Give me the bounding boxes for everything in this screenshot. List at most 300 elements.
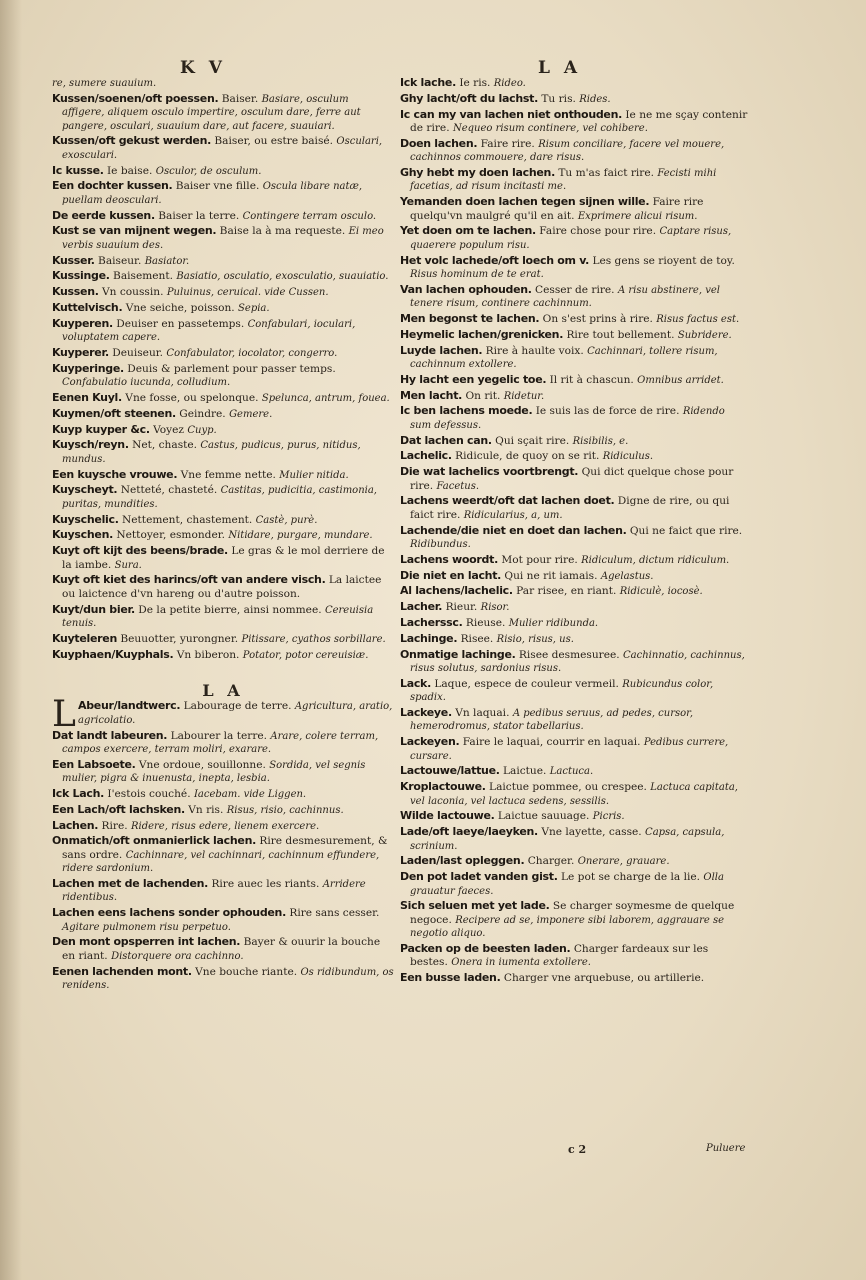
headword: Het volc lachede/oft loech om v. <box>400 253 590 267</box>
dictionary-entry <box>400 809 748 823</box>
french-gloss: Vn biberon. <box>176 648 240 661</box>
french-gloss: Par risee, en riant. <box>516 585 617 598</box>
dictionary-entry <box>52 209 394 223</box>
section-heading-la: L A <box>202 681 244 700</box>
headword: Kuyt oft kijt des beens/brade. <box>52 544 228 558</box>
dictionary-entry <box>400 312 748 326</box>
dictionary-entry <box>400 780 748 808</box>
headword: De eerde kussen. <box>52 208 155 222</box>
dictionary-entry <box>52 92 394 133</box>
headword: Lachen met de lachenden. <box>52 877 209 891</box>
french-gloss: Faire rire quelqu'vn maulgré qu'il en ait. <box>410 196 704 222</box>
dictionary-entry <box>52 317 394 345</box>
french-gloss: Faire rire. <box>480 137 535 150</box>
french-gloss: Faire le laquai, courrir en laquai. <box>462 736 641 749</box>
latin-gloss: Confabulator, iocolator, congerro. <box>166 348 338 359</box>
section-entries <box>52 729 394 993</box>
latin-gloss: Risor. <box>480 602 510 614</box>
latin-gloss: Ridendo sum defessus. <box>410 406 725 431</box>
headword: Lactouwe/lattue. <box>400 764 500 778</box>
latin-gloss: Lactuca. <box>549 766 594 778</box>
dictionary-entry <box>52 407 394 421</box>
french-gloss: Ie suis las de force de rire. <box>535 405 680 418</box>
french-gloss: Baisement. <box>113 270 174 283</box>
latin-gloss: Risibilis, e. <box>572 435 629 447</box>
dictionary-entry <box>52 346 394 360</box>
headword: Hy lacht een yegelic toe. <box>400 372 547 386</box>
french-gloss: Bayer & ouurir la bouche en riant. <box>62 936 381 962</box>
dictionary-entry <box>52 758 394 786</box>
dictionary-entry <box>52 513 394 527</box>
headword: Ick Lach. <box>52 787 105 801</box>
latin-gloss: Onera in iumenta extollere. <box>451 957 591 969</box>
dictionary-entry <box>52 544 394 572</box>
latin-gloss: Pedibus currere, cursare. <box>410 737 729 762</box>
french-gloss: Voyez <box>153 423 185 436</box>
dictionary-entry <box>52 224 394 252</box>
latin-gloss: Subridere. <box>677 329 732 341</box>
french-gloss: Vne femme nette. <box>180 468 276 481</box>
french-gloss: Laictue sauuage. <box>497 810 590 823</box>
latin-gloss: Capsa, capsula, scrinium. <box>410 827 725 852</box>
dictionary-entry <box>52 965 394 993</box>
headword: Lachen. <box>52 818 99 832</box>
dictionary-entry <box>52 603 394 631</box>
dictionary-entry <box>52 164 394 178</box>
french-gloss: Se charger soymesme de quelque negoce. <box>410 900 735 926</box>
latin-gloss: Recipere ad se, imponere sibi laborem, aggrauare se negotio aliquo. <box>410 914 724 940</box>
latin-gloss: Ridicularius, a, um. <box>463 509 563 521</box>
latin-gloss: Ridere, risus edere, lienem exercere. <box>130 820 320 832</box>
french-gloss: I'estois couché. <box>107 788 191 801</box>
dictionary-entry <box>400 195 748 223</box>
french-gloss: Nettoyer, esmonder. <box>116 529 225 542</box>
headword: Al lachens/lachelic. <box>400 584 513 598</box>
french-gloss: Vne fosse, ou spelonque. <box>125 392 259 404</box>
french-gloss: Netteté, chasteté. <box>120 484 218 497</box>
french-gloss: Risee. <box>460 632 494 645</box>
french-gloss: Deuis & parlement pour passer temps. <box>127 362 336 375</box>
french-gloss: Il rit à chascun. <box>549 373 634 386</box>
french-gloss: Qui ne faict que rire. <box>629 524 743 537</box>
signature-mark: c 2 <box>568 1143 587 1156</box>
french-gloss: Les gens se rioyent de toy. <box>592 254 735 267</box>
latin-gloss: Mulier nitida. <box>279 469 349 481</box>
latin-gloss: Osculari, exosculari. <box>62 136 383 161</box>
french-gloss: Laictue pommee, ou crespee. <box>489 781 647 794</box>
dictionary-entry <box>400 553 748 567</box>
headword: Wilde lactouwe. <box>400 809 495 823</box>
latin-gloss: Pitissare, cyathos sorbillare. <box>241 633 386 645</box>
headword: Kusser. <box>52 253 95 267</box>
latin-gloss: Cuyp. <box>187 424 217 436</box>
french-gloss: Charger fardeaux sur les bestes. <box>410 943 709 969</box>
dictionary-entry <box>52 134 394 162</box>
dictionary-entry <box>400 434 748 448</box>
headword: Luyde lachen. <box>400 343 483 357</box>
headword: Ic ben lachens moede. <box>400 404 533 418</box>
french-gloss: Ridicule, de quoy on se rit. <box>455 450 600 463</box>
latin-gloss: Cachinnare, vel cachinnari, cachinnum effundere, ridere sardonium. <box>62 849 380 875</box>
dictionary-entry <box>400 600 748 614</box>
french-gloss: Le gras & le mol derriere de la iambe. <box>62 545 385 571</box>
french-gloss: Rire sans cesser. <box>289 907 380 920</box>
dictionary-entry <box>400 764 748 778</box>
latin-gloss: Oscula libare natæ, puellam deosculari. <box>62 181 363 206</box>
headword: Ghy lacht/oft du lachst. <box>400 91 538 105</box>
headword: Lackeyen. <box>400 735 460 749</box>
dictionary-entry <box>400 942 748 970</box>
latin-gloss: A risu abstinere, vel tenere risum, continere cachinnum. <box>410 284 720 310</box>
french-gloss: Deuiseur. <box>112 347 164 359</box>
headword: Onmatige lachinge. <box>400 647 516 661</box>
headword: Abeur/landtwerc. <box>78 699 181 713</box>
french-gloss: Qui dict quelque chose pour rire. <box>410 466 734 492</box>
latin-gloss: Olla grauatur faeces. <box>410 872 724 897</box>
headword: Een dochter kussen. <box>52 179 173 193</box>
french-gloss: Labourer la terre. <box>170 729 268 742</box>
latin-gloss: Exprimere alicui risum. <box>577 210 698 222</box>
french-gloss: Faire chose pour rire. <box>539 225 657 238</box>
latin-gloss: Sordida, vel segnis mulier, pigra & inuenusta, inepta, lesbia. <box>62 759 366 785</box>
dictionary-entry <box>400 616 748 630</box>
headword: Heymelic lachen/grenicken. <box>400 327 564 341</box>
latin-gloss: Potator, potor cereuisiæ. <box>242 649 369 661</box>
headword: Den mont opsperren int lachen. <box>52 935 241 949</box>
french-gloss: Vn coussin. <box>102 286 164 299</box>
french-gloss: Rieur. <box>445 601 478 614</box>
french-gloss: Rire auec les riants. <box>211 878 320 891</box>
french-gloss: Baiser la terre. <box>158 209 240 222</box>
latin-gloss: Basiator. <box>144 255 190 267</box>
headword: Lachelic. <box>400 449 452 463</box>
french-gloss: Vne layette, casse. <box>541 826 642 839</box>
french-gloss: Ie ris. <box>459 77 491 89</box>
latin-gloss: A pedibus seruus, ad pedes, cursor, hemerodromus, stator tabellarius. <box>410 708 694 733</box>
french-gloss: Vne bouche riante. <box>195 965 298 978</box>
latin-gloss: Puluinus, ceruical. vide Cussen. <box>166 287 329 299</box>
latin-gloss: Picris. <box>592 811 625 823</box>
headword: Kussinge. <box>52 269 110 283</box>
latin-gloss: Rideo. <box>493 78 526 89</box>
latin-gloss: Gemere. <box>229 408 273 420</box>
dictionary-entry <box>52 483 394 511</box>
latin-gloss: Arare, colere terram, campos exercere, terram moliri, exarare. <box>62 730 379 756</box>
french-gloss: Nettement, chastement. <box>122 513 253 526</box>
dictionary-entry <box>400 899 748 940</box>
french-gloss: Baiseur. <box>98 254 142 267</box>
headword: Sich seluen met yet lade. <box>400 899 550 913</box>
dictionary-entry <box>400 648 748 676</box>
dictionary-entry <box>52 632 394 646</box>
french-gloss: Cesser de rire. <box>535 283 615 296</box>
headword: Ick lache. <box>400 76 456 89</box>
french-gloss: Rire desmesurement, & sans ordre. <box>62 835 388 861</box>
dictionary-entry <box>400 524 748 552</box>
dictionary-entry <box>400 254 748 282</box>
headword: Kuyperen. <box>52 316 113 330</box>
french-gloss: Rire. <box>101 819 128 832</box>
dictionary-entry <box>400 870 748 898</box>
french-gloss: On rit. <box>465 389 501 402</box>
french-gloss: Deuiser en passetemps. <box>116 317 245 330</box>
headword: Kuyphaen/Kuyphals. <box>52 647 174 661</box>
french-gloss: Vne seiche, poisson. <box>125 302 235 314</box>
french-gloss: Rire à haulte voix. <box>485 344 584 357</box>
latin-gloss: Nitidare, purgare, mundare. <box>228 530 373 542</box>
dictionary-entry <box>400 584 748 598</box>
headword: Kussen/soenen/oft poessen. <box>52 91 219 105</box>
latin-gloss: Fecisti mihi facetias, ad risum incitasti me. <box>410 168 717 193</box>
latin-gloss: Arridere ridentibus. <box>62 879 366 904</box>
drop-cap: L <box>52 694 76 736</box>
dictionary-entry <box>52 438 394 466</box>
french-gloss: On s'est prins à rire. <box>542 313 653 326</box>
dictionary-entry <box>400 92 748 106</box>
headword: Men lacht. <box>400 388 463 402</box>
dictionary-entry <box>52 803 394 817</box>
headword: Kuyt/dun bier. <box>52 602 135 616</box>
french-gloss: Net, chaste. <box>132 439 198 452</box>
latin-gloss: Rubicundus color, spadix. <box>410 678 714 704</box>
headword: Dat landt labeuren. <box>52 728 168 742</box>
dictionary-entry <box>52 179 394 207</box>
latin-gloss: Castitas, pudicitia, castimonia, puritas, mundities. <box>62 485 377 510</box>
latin-gloss: Castè, purè. <box>255 514 318 526</box>
french-gloss: Laque, espece de couleur vermeil. <box>434 677 619 690</box>
dictionary-entry <box>400 404 748 432</box>
headword: Kuttelvisch. <box>52 301 123 314</box>
headword: Lachinge. <box>400 631 458 645</box>
dictionary-entry <box>52 269 394 283</box>
latin-gloss: Cereuisia tenuis. <box>62 604 374 629</box>
french-gloss: Vn ris. <box>188 803 224 816</box>
headword: Kuyschelic. <box>52 512 119 526</box>
french-gloss: Rire tout bellement. <box>566 328 675 341</box>
dictionary-entry <box>52 285 394 299</box>
headword: Ic can my van lachen niet onthouden. <box>400 107 622 121</box>
french-gloss: Le pot se charge de la lie. <box>561 871 701 884</box>
french-gloss: Laictue. <box>503 765 547 778</box>
latin-gloss: Risum conciliare, facere vel mouere, cachinnos commouere, dare risus. <box>410 138 725 164</box>
latin-gloss: Iacebam. vide Liggen. <box>193 789 307 801</box>
headword: Lack. <box>400 676 431 690</box>
dictionary-entry <box>400 283 748 311</box>
dictionary-entry <box>400 569 748 583</box>
french-gloss: Baise la à ma requeste. <box>219 225 346 238</box>
headword: Kuyteleren <box>52 631 117 645</box>
headword: Men begonst te lachen. <box>400 312 540 326</box>
latin-gloss: Facetus. <box>436 480 480 492</box>
headword: Dat lachen can. <box>400 433 492 447</box>
right-column <box>400 76 748 987</box>
headword: Kroplactouwe. <box>400 780 486 794</box>
headword: Kuyschen. <box>52 528 114 542</box>
french-gloss: Tu m'as faict rire. <box>558 167 654 179</box>
latin-gloss: Ridibundus. <box>410 539 471 551</box>
french-gloss: Digne de rire, ou qui faict rire. <box>410 495 730 521</box>
latin-gloss: Risus, risio, cachinnus. <box>226 804 344 816</box>
latin-gloss: Basiatio, osculatio, exosculatio, suauiatio. <box>176 271 389 283</box>
dictionary-entry <box>52 76 394 90</box>
headword: Lacherssc. <box>400 616 463 629</box>
dictionary-entry <box>52 877 394 905</box>
dictionary-entry <box>52 423 394 437</box>
latin-gloss: Ridiculè, iocosè. <box>619 586 703 598</box>
dictionary-entry <box>52 528 394 542</box>
dictionary-entry <box>400 108 748 136</box>
latin-gloss: Distorquere ora cachinno. <box>111 950 244 962</box>
dictionary-entry <box>400 825 748 853</box>
headword: Kuysch/reyn. <box>52 438 129 452</box>
french-gloss: Baiser, ou estre baisé. <box>214 135 334 148</box>
latin-gloss: Agitare pulmonem risu perpetuo. <box>62 921 231 933</box>
dictionary-entry <box>52 391 394 405</box>
french-gloss: Tu ris. <box>541 92 576 105</box>
headword: Lackeye. <box>400 706 452 719</box>
headword: Lachens woordt. <box>400 552 498 566</box>
latin-gloss: Os ridibundum, os renidens. <box>62 966 394 992</box>
latin-gloss: Contingere terram osculo. <box>242 210 377 222</box>
dictionary-entry <box>400 706 748 734</box>
dictionary-entry <box>400 465 748 493</box>
french-gloss: Baiser vne fille. <box>175 180 260 193</box>
latin-gloss: Osculor, de osculum. <box>155 165 262 177</box>
dictionary-entry <box>400 632 748 646</box>
headword: Lacher. <box>400 600 443 614</box>
dictionary-entry <box>52 648 394 662</box>
latin-gloss: Confabulari, ioculari, voluptatem capere. <box>62 318 356 344</box>
latin-gloss: Captare risus, quaerere populum risu. <box>410 226 732 251</box>
french-gloss: Rieuse. <box>465 617 506 629</box>
dictionary-entry <box>400 494 748 522</box>
french-gloss: Mot pour rire. <box>501 553 578 566</box>
dictionary-entry <box>52 787 394 801</box>
dictionary-entry <box>400 373 748 387</box>
french-gloss: Ie ne me sçay contenir de rire. <box>410 108 748 134</box>
latin-gloss: Cachinnari, tollere risum, cachinnum extollere. <box>410 345 718 371</box>
latin-gloss: Sepia. <box>238 303 270 314</box>
dictionary-entry <box>52 906 394 934</box>
headword: Een kuysche vrouwe. <box>52 467 178 481</box>
dictionary-entry <box>400 735 748 763</box>
latin-gloss: Castus, pudicus, purus, nitidus, mundus. <box>62 440 361 465</box>
latin-gloss: Risus factus est. <box>656 314 740 326</box>
headword: Kuyperer. <box>52 346 109 359</box>
french-gloss: Geindre. <box>179 407 226 420</box>
headword: Yet doen om te lachen. <box>400 224 536 238</box>
latin-gloss: Confabulatio iucunda, colludium. <box>62 377 231 389</box>
catchword: Puluere <box>706 1143 746 1154</box>
latin-gloss: Agelastus. <box>600 570 654 582</box>
dictionary-entry <box>400 971 748 985</box>
headword: Kuyperinge. <box>52 361 124 375</box>
headword: Van lachen ophouden. <box>400 282 532 296</box>
dictionary-entry <box>400 166 748 194</box>
headword: Een Labsoete. <box>52 757 136 771</box>
french-gloss: Qui sçait rire. <box>495 434 570 447</box>
latin-gloss: Agricultura, aratio, agricolatio. <box>78 701 393 726</box>
french-gloss: Vne ordoue, souillonne. <box>138 758 266 771</box>
french-gloss: Ie baise. <box>107 164 153 177</box>
spine-shadow <box>0 0 22 1280</box>
headword: Yemanden doen lachen tegen sijnen wille. <box>400 195 650 209</box>
dictionary-entry <box>400 224 748 252</box>
latin-gloss: Mulier ridibunda. <box>508 618 599 629</box>
headword: Kuymen/oft steenen. <box>52 406 176 420</box>
dictionary-entry <box>400 389 748 403</box>
latin-gloss: Risus hominum de te erat. <box>410 269 544 281</box>
french-gloss: Charger. <box>527 855 575 868</box>
latin-gloss: Onerare, grauare. <box>577 856 670 868</box>
headword: Kuyt oft kiet des harincs/oft van andere visch. <box>52 573 326 587</box>
dictionary-entry <box>400 854 748 868</box>
headword: Lachens weerdt/oft dat lachen doet. <box>400 494 615 508</box>
dictionary-entry <box>400 76 748 90</box>
french-gloss: Risee desmesuree. <box>518 648 620 661</box>
latin-gloss: Spelunca, antrum, fouea. <box>261 393 390 404</box>
headword: Een busse laden. <box>400 971 501 985</box>
latin-gloss: Omnibus arridet. <box>637 374 724 386</box>
left-entries <box>52 76 394 662</box>
headword: Die wat lachelics voortbrengt. <box>400 465 579 479</box>
french-gloss: De la petite bierre, ainsi nommee. <box>138 603 322 616</box>
french-gloss: Beuuotter, yurongner. <box>120 632 239 645</box>
headword: Eenen lachenden mont. <box>52 964 192 978</box>
dictionary-entry <box>400 137 748 165</box>
latin-gloss: Ridiculum, dictum ridiculum. <box>581 554 730 566</box>
headword: Kust se van mijnent wegen. <box>52 224 217 238</box>
headword: Kuyp kuyper &c. <box>52 422 150 436</box>
latin-gloss: Cachinnatio, cachinnus, risus solutus, sardonius risus. <box>410 649 745 674</box>
dictionary-entry <box>52 819 394 833</box>
latin-gloss: Risio, risus, us. <box>496 633 574 645</box>
french-gloss: Baiser. <box>221 92 259 105</box>
headword: Een Lach/oft lachsken. <box>52 802 185 816</box>
headword: Laden/last opleggen. <box>400 854 525 868</box>
dictionary-entry <box>52 362 394 390</box>
right-entries <box>400 76 748 986</box>
headword: Doen lachen. <box>400 136 478 150</box>
headword: Ic kusse. <box>52 163 104 177</box>
running-head-right: L A <box>538 58 582 78</box>
headword: Lachen eens lachens sonder ophouden. <box>52 906 286 920</box>
dictionary-entry <box>52 573 394 601</box>
headword: Kuyscheyt. <box>52 483 118 497</box>
headword: Kussen/oft gekust werden. <box>52 134 212 148</box>
latin-gloss: Basiare, osculum affigere, aliquem osculo impertire, osculum dare, ferre aut pangere, osculari, suauium dare, aut facere, suauiari. <box>62 93 361 132</box>
dictionary-entry <box>400 677 748 705</box>
latin-gloss: Sura. <box>114 559 142 571</box>
dictionary-entry <box>52 729 394 757</box>
latin-gloss: re, sumere suauium. <box>52 78 157 89</box>
headword: Die niet en lacht. <box>400 568 502 582</box>
headword: Ghy hebt my doen lachen. <box>400 166 555 179</box>
headword: Eenen Kuyl. <box>52 391 122 404</box>
headword: Packen op de beesten laden. <box>400 942 571 956</box>
french-gloss: Charger vne arquebuse, ou artillerie. <box>503 972 705 985</box>
dictionary-entry <box>52 834 394 875</box>
latin-gloss: Nequeo risum continere, vel cohibere. <box>452 123 648 134</box>
latin-gloss: Lactuca capitata, vel laconia, vel lactuca sedens, sessilis. <box>410 782 738 807</box>
latin-gloss: Rides. <box>579 93 611 105</box>
left-column <box>52 76 394 994</box>
dictionary-entry <box>400 449 748 463</box>
latin-gloss: Ei meo verbis suauium des. <box>62 226 384 251</box>
headword: Onmatich/oft onmanierlick lachen. <box>52 834 256 848</box>
dictionary-entry <box>400 344 748 372</box>
headword: Lade/oft laeye/laeyken. <box>400 825 538 839</box>
